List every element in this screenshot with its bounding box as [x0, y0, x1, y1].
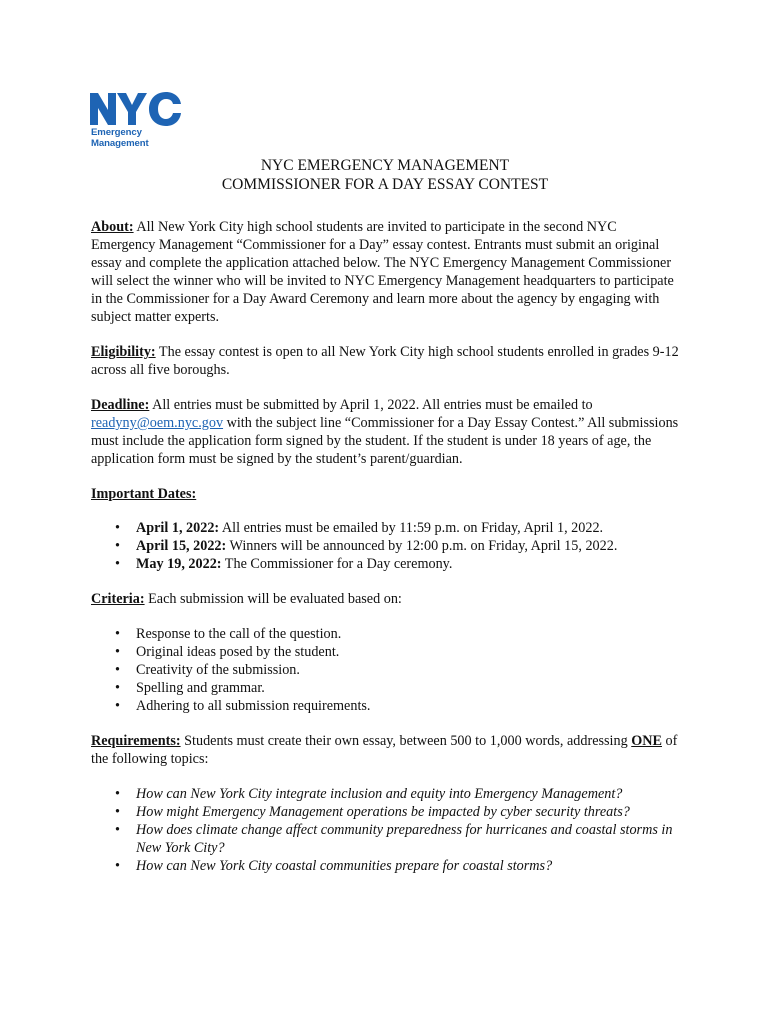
requirements-text-before: Students must create their own essay, between 500 to 1,000 words, addressing: [180, 733, 632, 749]
important-dates-label: Important Dates:: [91, 486, 197, 502]
topic-item: How does climate change affect community preparedness for hurricanes and coastal storms in New York City?: [136, 822, 673, 856]
requirements-label: Requirements:: [91, 733, 181, 749]
topic-item: How can New York City integrate inclusion and equity into Emergency Management?: [136, 786, 623, 802]
list-item: [91, 785, 681, 803]
bullet-icon: •: [115, 626, 120, 642]
criteria-item: Creativity of the submission.: [136, 662, 300, 678]
list-item: [91, 803, 681, 821]
requirements-section: [91, 732, 681, 768]
date-label: May 19, 2022:: [136, 556, 222, 572]
list-item: [91, 519, 681, 537]
deadline-label: Deadline:: [91, 397, 150, 413]
list-item: [91, 697, 681, 715]
list-item: [91, 555, 681, 573]
date-text: The Commissioner for a Day ceremony.: [221, 556, 453, 572]
logo-text-management: Management: [91, 138, 149, 149]
date-text: All entries must be emailed by 11:59 p.m. on Friday, April 1, 2022.: [219, 520, 604, 536]
list-item: [91, 661, 681, 679]
bullet-icon: •: [115, 520, 120, 536]
eligibility-section: [91, 343, 681, 379]
nyc-wordmark-logo: [90, 92, 182, 126]
about-section: [91, 218, 681, 326]
criteria-item: Original ideas posed by the student.: [136, 644, 340, 660]
criteria-section: [91, 590, 681, 608]
criteria-list: [91, 625, 681, 715]
about-text: All New York City high school students are invited to participate in the second NYC Emergency Management “Commissioner for a Day” essay contest. Entrants must submit an original essay and complete the application attached below. The NYC Emergency Management Commissioner will select the winner who will be invited to NYC Emergency Management headquarters to participate in the Commissioner for a Day Award Ceremony and learn more about the agency by engaging with subject matter experts.: [91, 219, 674, 325]
date-label: April 15, 2022:: [136, 538, 227, 554]
list-item: [91, 625, 681, 643]
list-item: [91, 537, 681, 555]
about-label: About:: [91, 219, 134, 235]
title-line-1: NYC EMERGENCY MANAGEMENT: [260, 157, 510, 174]
criteria-text: Each submission will be evaluated based on:: [144, 591, 402, 607]
list-item: [91, 679, 681, 697]
list-item: [91, 857, 681, 875]
date-label: April 1, 2022:: [136, 520, 220, 536]
deadline-text-after: with the subject line “Commissioner for a Day Essay Contest.” All submissions must include the application form signed by the student. If the student is under 18 years of age, the application form must be signed by the student’s parent/guardian.: [91, 415, 679, 467]
eligibility-label: Eligibility:: [91, 344, 156, 360]
deadline-section: [91, 396, 681, 468]
logo-text-emergency: Emergency: [91, 127, 142, 138]
document-title: [0, 156, 770, 194]
requirements-text-after: of the following topics:: [91, 733, 678, 767]
date-text: Winners will be announced by 12:00 p.m. on Friday, April 15, 2022.: [226, 538, 618, 554]
email-link[interactable]: readyny@oem.nyc.gov: [91, 415, 224, 431]
criteria-item: Spelling and grammar.: [136, 680, 265, 696]
bullet-icon: •: [115, 698, 120, 714]
bullet-icon: •: [115, 556, 120, 572]
eligibility-text: The essay contest is open to all New York City high school students enrolled in grades 9-12 across all five boroughs.: [91, 344, 679, 378]
title-line-2: COMMISSIONER FOR A DAY ESSAY CONTEST: [221, 176, 549, 193]
bullet-icon: •: [115, 804, 120, 820]
nyc-emergency-management-logo: [90, 92, 182, 150]
criteria-label: Criteria:: [91, 591, 145, 607]
bullet-icon: •: [115, 822, 120, 838]
bullet-icon: •: [115, 786, 120, 802]
bullet-icon: •: [115, 538, 120, 554]
list-item: [91, 821, 681, 857]
criteria-item: Response to the call of the question.: [136, 626, 342, 642]
bullet-icon: •: [115, 680, 120, 696]
bullet-icon: •: [115, 644, 120, 660]
list-item: [91, 643, 681, 661]
topic-item: How might Emergency Management operations be impacted by cyber security threats?: [136, 804, 630, 820]
bullet-icon: •: [115, 858, 120, 874]
topics-list: [91, 785, 681, 875]
criteria-item: Adhering to all submission requirements.: [136, 698, 371, 714]
important-dates-heading: [91, 485, 681, 503]
topic-item: How can New York City coastal communities prepare for coastal storms?: [136, 858, 553, 874]
document-body: [91, 218, 681, 875]
important-dates-list: [91, 519, 681, 573]
requirements-emphasis: ONE: [631, 733, 662, 749]
bullet-icon: •: [115, 662, 120, 678]
deadline-text-before: All entries must be submitted by April 1, 2022. All entries must be emailed to: [149, 397, 593, 413]
